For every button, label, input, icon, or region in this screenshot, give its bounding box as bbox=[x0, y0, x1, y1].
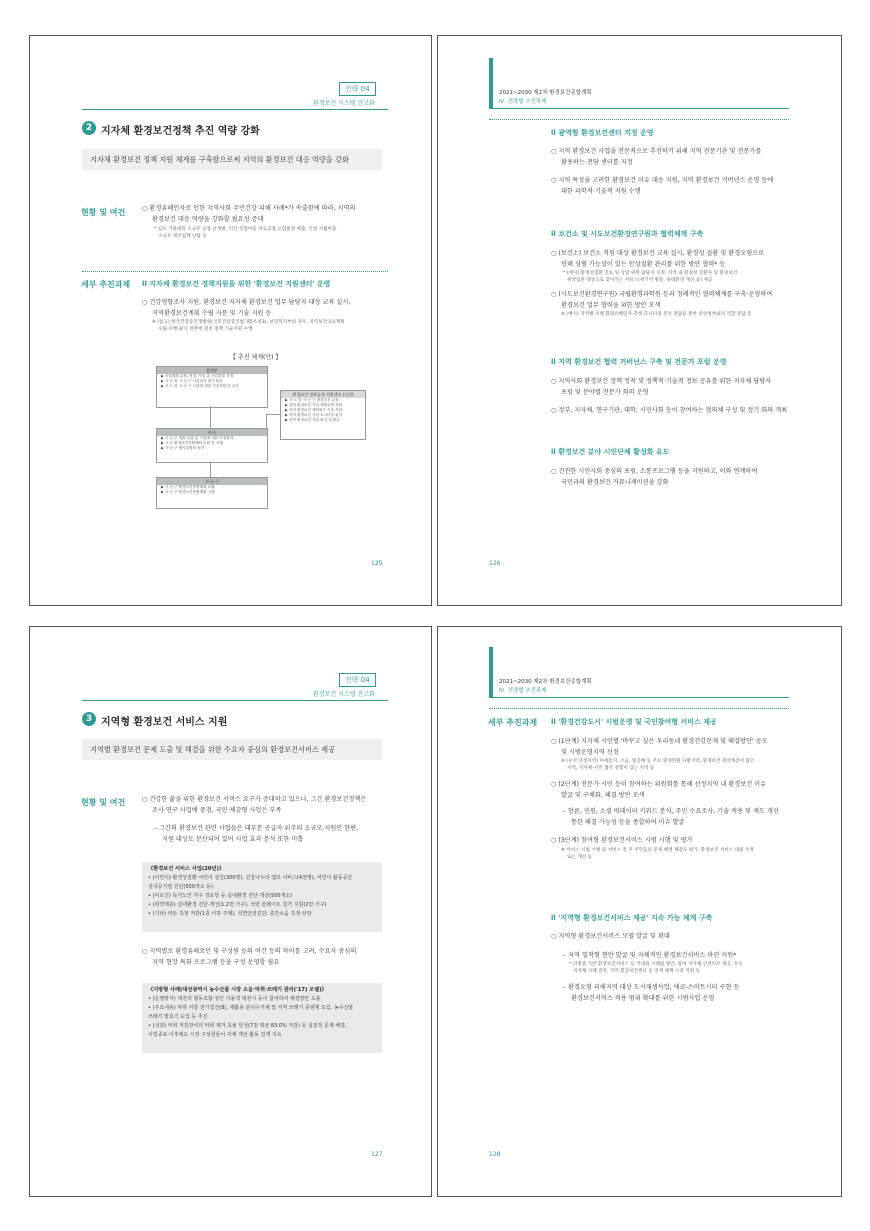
task-title-2-text: '지역형 환경보건서비스 제공' 지속 가능 체계 구축 bbox=[558, 914, 713, 922]
diagram-box-province bbox=[156, 428, 268, 463]
text-line: 활용하는 전담 센터를 지정 bbox=[561, 158, 633, 166]
info-line: • (기타) 라돈 측정 저감(1층 이하 주택), 석면안전진단, 층간소음 측정·상담 bbox=[148, 911, 312, 917]
task-title-2: ll 보건소 및 시도보건환경연구원과 협력체계 구축 bbox=[551, 230, 704, 238]
detail-label: 세부 추진과제 bbox=[488, 718, 538, 727]
task-title-text: 지자체 환경보건 정책지원을 위한 '환경보건 지원센터' 운영 bbox=[149, 280, 331, 288]
page-128 bbox=[437, 626, 842, 1197]
strategy-badge: 전략 04 bbox=[339, 82, 376, 96]
text-line: ○ (시도보건환경연구원) 국립환경과학원 등과 정례적인 협력체계를 구축·운영하여 bbox=[551, 291, 773, 298]
info-line: 사업종료 이후에도 시장 구성원들이 자체 개선 활동 전개 지속 bbox=[148, 1032, 282, 1038]
diagram-box-province-head: 시·도 bbox=[157, 429, 267, 436]
text-line: ○ 지역형 환경보건서비스 모델 발굴 및 확대 bbox=[551, 933, 670, 940]
status-text bbox=[142, 204, 392, 240]
text-line: – 그간의 환경보건 관련 사업들은 대부분 공급자 위주의 소규모 지원인 한편, bbox=[154, 825, 359, 832]
page-number: 125 bbox=[371, 560, 383, 567]
status-label: 현황 및 여건 bbox=[81, 798, 126, 807]
page-number: 127 bbox=[371, 1151, 383, 1158]
diagram-caption: 【 추진 체계(안) 】 bbox=[230, 354, 282, 361]
status-note-2: 소규모 제조업체 난립 등 bbox=[158, 234, 207, 239]
task-title-1-text: 광역형 환경보건센터 지정 운영 bbox=[558, 129, 654, 137]
summary-text: 지자체 환경보건 정책 지원 체계를 구축함으로써 지역의 환경보건 대응 역량을 강화 bbox=[90, 154, 349, 164]
summary-box bbox=[82, 149, 382, 170]
task-title-2-text: 보건소 및 시도보건환경연구원과 협력체계 구축 bbox=[558, 230, 704, 238]
header-title: 2021~2030 제2차 환경보건종합계획 bbox=[499, 679, 592, 685]
diagram-line: ▶ 지역 환경보건 사업 평가 및 환류 bbox=[285, 418, 340, 422]
task-title-2: ll '지역형 환경보건서비스 제공' 지속 가능 체계 구축 bbox=[551, 914, 713, 922]
diagram-line: ▶ 시·군·구 계획 수립 및 사업에 대한 조정관리 bbox=[161, 436, 234, 440]
note-line: 또는 개선 등 bbox=[567, 854, 593, 860]
info-line: 쓰레기 발효기 도입 등 추진 bbox=[148, 1014, 208, 1020]
diagram-connector bbox=[266, 414, 280, 415]
task-title-1: ll '환경건강도시' 시범운영 및 국민참여형 서비스 제공 bbox=[551, 718, 717, 726]
text-line: 포럼 및 분야별 전문가 회의 운영 bbox=[561, 388, 649, 396]
task-line-1: ○ 건강영향조사 지원, 환경보건 지자체 환경보건 업무 담당자 대상 교육 실시, bbox=[142, 299, 351, 306]
task-1-text bbox=[551, 147, 773, 197]
diagram-line: ▶ 지역 환경보건 사업 모니터링 분석 bbox=[285, 413, 343, 417]
diagram-line: ▶ 시·도 및 시·군·구 사업에 대한 기술지원 및 감독 bbox=[161, 384, 239, 388]
note-line: * (예시) 환경성질환 진료 및 상담 위한 담당자 지정, 지역 내 환경성 질환자 및 환경보건 bbox=[563, 271, 738, 276]
diagram-box-city bbox=[156, 477, 268, 509]
header-subtitle: Ⅳ. 전략별 추진과제 bbox=[499, 99, 547, 105]
diagram-line: ▶ 사업계획 수립, 지침, 사업 총 사업총괄 조정 bbox=[161, 374, 234, 378]
text-line: ○ 지역별로 환경유해요인 및 구성원 등의 여건 등의 차이를 고려, 수요자 중심의 bbox=[142, 948, 357, 955]
header-rule bbox=[489, 697, 789, 698]
task-title-3-text: 지역 환경보건 협력 거버넌스 구축 및 전문가 포럼 운영 bbox=[558, 358, 727, 366]
info-line: • (어르신) 독거노인 가구 경로당 등 실내환경 진단·개선(500개소) bbox=[148, 893, 293, 899]
text-line: 조사·연구 사업에 중점, 국민 체감형 사업은 부족 bbox=[152, 806, 282, 814]
task-note-1: ※ (참고) 한국건강증진개발원(국민건강증진법 제5조의3), 보건복지부의 경우, 지역보건의료계획 bbox=[152, 320, 345, 325]
text-line: ○ (보건소) 보건소 직원 대상 환경보건 교육 실시, 환경성 질환 및 환경오염으로 bbox=[551, 250, 765, 257]
section-divider bbox=[489, 708, 789, 709]
info-line: • (운영방식) 대전의 협동조합·상인 이용객 대전시 등이 참여하여 해결방안 도출 bbox=[148, 996, 321, 1002]
note-line: ※ 서비스 시범 시행 및 서비스 전 후 주민들의 문제 해결 체감도 평가, 환경보건 서비스 내용 수정 bbox=[561, 847, 754, 853]
info-line: 실내공기질 진단(500개소 등) bbox=[148, 884, 213, 890]
task-3-text bbox=[551, 377, 787, 417]
text-line: – 언론, 민원, 소셜 빅데이터 키워드 분석, 주민 수요조사, 기술 적용 및 제도 개선 bbox=[563, 808, 779, 815]
header-title: 2021~2030 제2차 환경보건종합계획 bbox=[499, 90, 592, 96]
text-line: ○ (3단계) 참여형 환경보건서비스 시범 시행 및 평가 bbox=[551, 837, 693, 844]
task-title-3: ll 지역 환경보건 협력 거버넌스 구축 및 전문가 포럼 운영 bbox=[551, 358, 727, 366]
section-divider bbox=[489, 119, 789, 120]
note-line: * 리빙랩 기반 환경보건서비스 등 국내외 사례집 발간, 참여 지자체 인센티브 제공, 우수 bbox=[569, 962, 743, 967]
text-line: ○ 정부, 지자체, 연구기관, 대학, 시민사회 등이 참여하는 협의체 구성 및 정기 회의 개최 bbox=[551, 407, 788, 414]
diagram-line: ▶ 지역 환경보건 사업 계획수립 지원 bbox=[285, 403, 343, 407]
text-line: ○ (2단계) 전문가·시민 등이 참여하는 위원회를 통해 선정지역 내 환경보건 이슈 bbox=[551, 781, 767, 788]
note-line: 지역, 지자체-시민 협력 경험이 있는 지역 등 bbox=[567, 766, 655, 771]
section-title: 지역형 환경보건 서비스 지원 bbox=[101, 717, 228, 728]
diagram-line: ▶ 지역 환경보건 계획평가 기술 지원 bbox=[285, 408, 343, 412]
task-title-1-text: '환경건강도시' 시범운영 및 국민참여형 서비스 제공 bbox=[558, 718, 717, 726]
text-line: – 환경오염 피해지역 대상 도시재생사업, 에코-스마트시티 구현 등 bbox=[563, 984, 740, 991]
text-line: ○ 지역사회 환경보건 정책 정착 및 정책적·기술적 정보 공유를 위한 지자체 담당자 bbox=[551, 378, 772, 385]
section-divider bbox=[82, 271, 388, 272]
page-number: 126 bbox=[489, 560, 501, 567]
note-line: ※ (예시) 지역별 수행 환경유해인자 측정·모니터링 분석 전담을 통한 중앙정부와의 역할 분담 등 bbox=[561, 312, 752, 317]
header-rule bbox=[82, 700, 388, 701]
task-note-2: 수립·수행·평가 전반에 걸친 정책 기술지원 수행 bbox=[158, 327, 253, 332]
text-line: ○ 지역 환경보건 사업을 전문적으로 추진하기 위해 지역 전문기관 및 전문가를 bbox=[551, 148, 762, 155]
task-2-text bbox=[551, 249, 772, 318]
text-line: 국민과의 환경보건 커뮤니케이션을 강화 bbox=[561, 478, 669, 486]
info-line: • (성과) 악취 저감장치의 악취 제거 효율 달성(7천 평균 83.0% 저감) 등 실질적 문제 해결, bbox=[148, 1023, 347, 1029]
status-line-2: 환경보건 대응 역량을 강화할 필요성 증대 bbox=[152, 215, 264, 223]
task-2-text bbox=[551, 932, 743, 1004]
info-line: • (주요내용) 악취 저감 전기집진(8), 재활용 분리수거체 및 지역 쓰레기 종량제 도입, 농수산물 bbox=[148, 1005, 354, 1011]
note-line: ※ (우선 선정지역) 미세먼지, 소음, 빛공해 등 주요 환경민원 다발지역, 환경보건 취약계층이 많은 bbox=[561, 759, 755, 764]
diagram-box-ministry bbox=[156, 366, 268, 408]
service-info-box bbox=[142, 862, 382, 932]
case-info-box bbox=[142, 983, 382, 1053]
header-rule bbox=[489, 108, 789, 109]
info-line: • (취약계층) 실내환경 진단·개선(1.2천 가구), 석면 슬레이트 철거 지원(2만 가구) bbox=[148, 902, 327, 908]
section-title: 지자체 환경보건정책 추진 역량 강화 bbox=[101, 126, 260, 137]
task-title-4: ll 환경보건 분야 시민단체 활성화 유도 bbox=[551, 448, 670, 456]
page-126 bbox=[437, 35, 842, 606]
diagram-box-ministry-head: 환경부 bbox=[157, 367, 267, 374]
page-number: 128 bbox=[489, 1151, 501, 1158]
diagram-line: ▶ 시·도 환경보건종합계획 수립 및 시행 bbox=[161, 441, 223, 445]
info-box-title: 《지방형 사례(대전광역시 농수산물 시장 소음·악취·쓰레기 관리('17) 모델)》 bbox=[148, 987, 327, 993]
info-box-title: 《환경보건 서비스 사업(20년)》 bbox=[148, 866, 225, 872]
text-line: ○ (1단계) 지자체 시민별 '바꾸고 싶은 우리동네 환경건강문제 및 해결방안' 공모 bbox=[551, 738, 768, 745]
text-line: ○ 건강한 삶을 위한 환경보건 서비스 요구가 증대하고 있으나, 그간 환경보건정책은 bbox=[142, 796, 367, 803]
detail-label: 세부 추진과제 bbox=[81, 280, 131, 289]
task-text bbox=[142, 298, 392, 333]
diagram-line: ▶ 시·군·구 환경보건종합계획 시행 bbox=[161, 490, 215, 494]
task-title-4-text: 환경보건 분야 시민단체 활성화 유도 bbox=[558, 448, 670, 456]
diagram-line: ▶ 시·군·구 환경보건종합계획 수립 bbox=[161, 485, 215, 489]
diagram-box-center bbox=[280, 390, 366, 440]
text-line: 환경보건 업무 협력을 위한 방안 모색 bbox=[561, 301, 661, 309]
text-line: 대한 과학적·기술적 지원 수행 bbox=[561, 187, 641, 195]
header-accent-bar bbox=[489, 647, 493, 697]
text-line: 및 시범운영지역 선정 bbox=[561, 748, 619, 756]
text-line: – 지역 밀착형 현안 발굴 및 자체적인 환경보건서비스 마련 지원* bbox=[563, 951, 737, 959]
text-line: 지역 현장 특화 프로그램 등을 구성 운영할 필요 bbox=[152, 958, 280, 966]
note-line: 지자체 사례 전파, 지역 환경보건센터 등 연계 체계 구축 지원 등 bbox=[573, 969, 701, 974]
status-note-1: * 김포 거물대리 소규모 공장 난개발, 익산 장점마을 비료공장 오염물질 배출, 인천 사월마을 bbox=[154, 227, 337, 232]
text-line: 인해 심혈 가능성이 있는 만성질환 관리를 위한 방안 협력* 등 bbox=[561, 260, 726, 268]
text-line: ○ 건전한 시민사회 중심의 포럼, 소통프로그램 등을 지원하고, 이와 연계하여 bbox=[551, 468, 758, 475]
summary-text: 지역별 환경보건 문제 도출 및 해결을 위한 수요자 중심의 환경보건서비스 제공 bbox=[90, 744, 336, 754]
task-1-text bbox=[551, 737, 779, 861]
header-rule bbox=[82, 109, 388, 110]
task-title-1: ll 광역형 환경보건센터 지정 운영 bbox=[551, 129, 654, 137]
text-line: 통한 해결 가능성 등을 종합하여 이슈 발굴 bbox=[571, 818, 685, 826]
page-127 bbox=[29, 626, 432, 1197]
task-title: ll 지자체 환경보건 정책지원을 위한 '환경보건 지원센터' 운영 bbox=[142, 280, 331, 288]
text-line: ○ 지역 특성을 고려한 환경보건 이슈 대응 지원, 지역 환경보건 거버넌스 운영 등에 bbox=[551, 177, 774, 184]
strategy-subheading: 환경보건 시스템 견고화 bbox=[313, 691, 375, 698]
strategy-subheading: 환경보건 시스템 견고화 bbox=[313, 100, 375, 107]
info-line: • (어린이) 환경성질환 어린이 검진(300명), 건강나누리 캠프 서비스(4천명), 어린이 활동공간 bbox=[148, 875, 353, 881]
task-4-text bbox=[551, 467, 757, 488]
diagram-line: ▶ 시·도 및 시·군·구 환경보건 교육 bbox=[285, 398, 339, 402]
diagram-box-center-head: 환경보건 정보공개 지원센터 (신설) bbox=[281, 391, 365, 398]
status-text-2 bbox=[142, 947, 356, 968]
section-number-badge: 3 bbox=[82, 712, 96, 726]
status-line-1: ○ 환경유해인자로 인한 지역사회 주민건강 피해 사례*가 속출함에 따라, 지역의 bbox=[142, 205, 356, 212]
header-accent-bar bbox=[489, 58, 493, 108]
section-number-badge: 2 bbox=[82, 121, 96, 135]
summary-box bbox=[82, 739, 382, 760]
diagram-line: ▶ 시·도 및 시·군·구 사업결과 평가·환류 bbox=[161, 379, 223, 383]
status-text bbox=[142, 795, 366, 845]
task-line-2: 지역환경보건계획 수립 자문 및 기술 지원 등 bbox=[152, 309, 272, 317]
strategy-badge: 전략 04 bbox=[339, 673, 376, 687]
text-line: 발굴 및 구체화, 해결 방안 모색 bbox=[561, 791, 645, 799]
page-125 bbox=[29, 35, 432, 606]
header-subtitle: Ⅳ. 전략별 추진과제 bbox=[499, 688, 547, 694]
text-line: 지원 대상도 분산되어 있어 사업 효과 분석 또한 미흡 bbox=[162, 835, 304, 843]
text-line: 환경보건서비스 적용 범위 확대를 위한 시범사업 운영 bbox=[571, 994, 715, 1002]
diagram-box-city-head: 시·군·구 bbox=[157, 478, 267, 485]
note-line: 취약집단 대상으로 찾아가는 서비스(정기적 방문, 실내환경 개선 등) 제공 bbox=[567, 278, 713, 283]
status-label: 현황 및 여건 bbox=[81, 208, 126, 217]
diagram-line: ▶ 시·군·구 행사통합의 평가 bbox=[161, 446, 205, 450]
